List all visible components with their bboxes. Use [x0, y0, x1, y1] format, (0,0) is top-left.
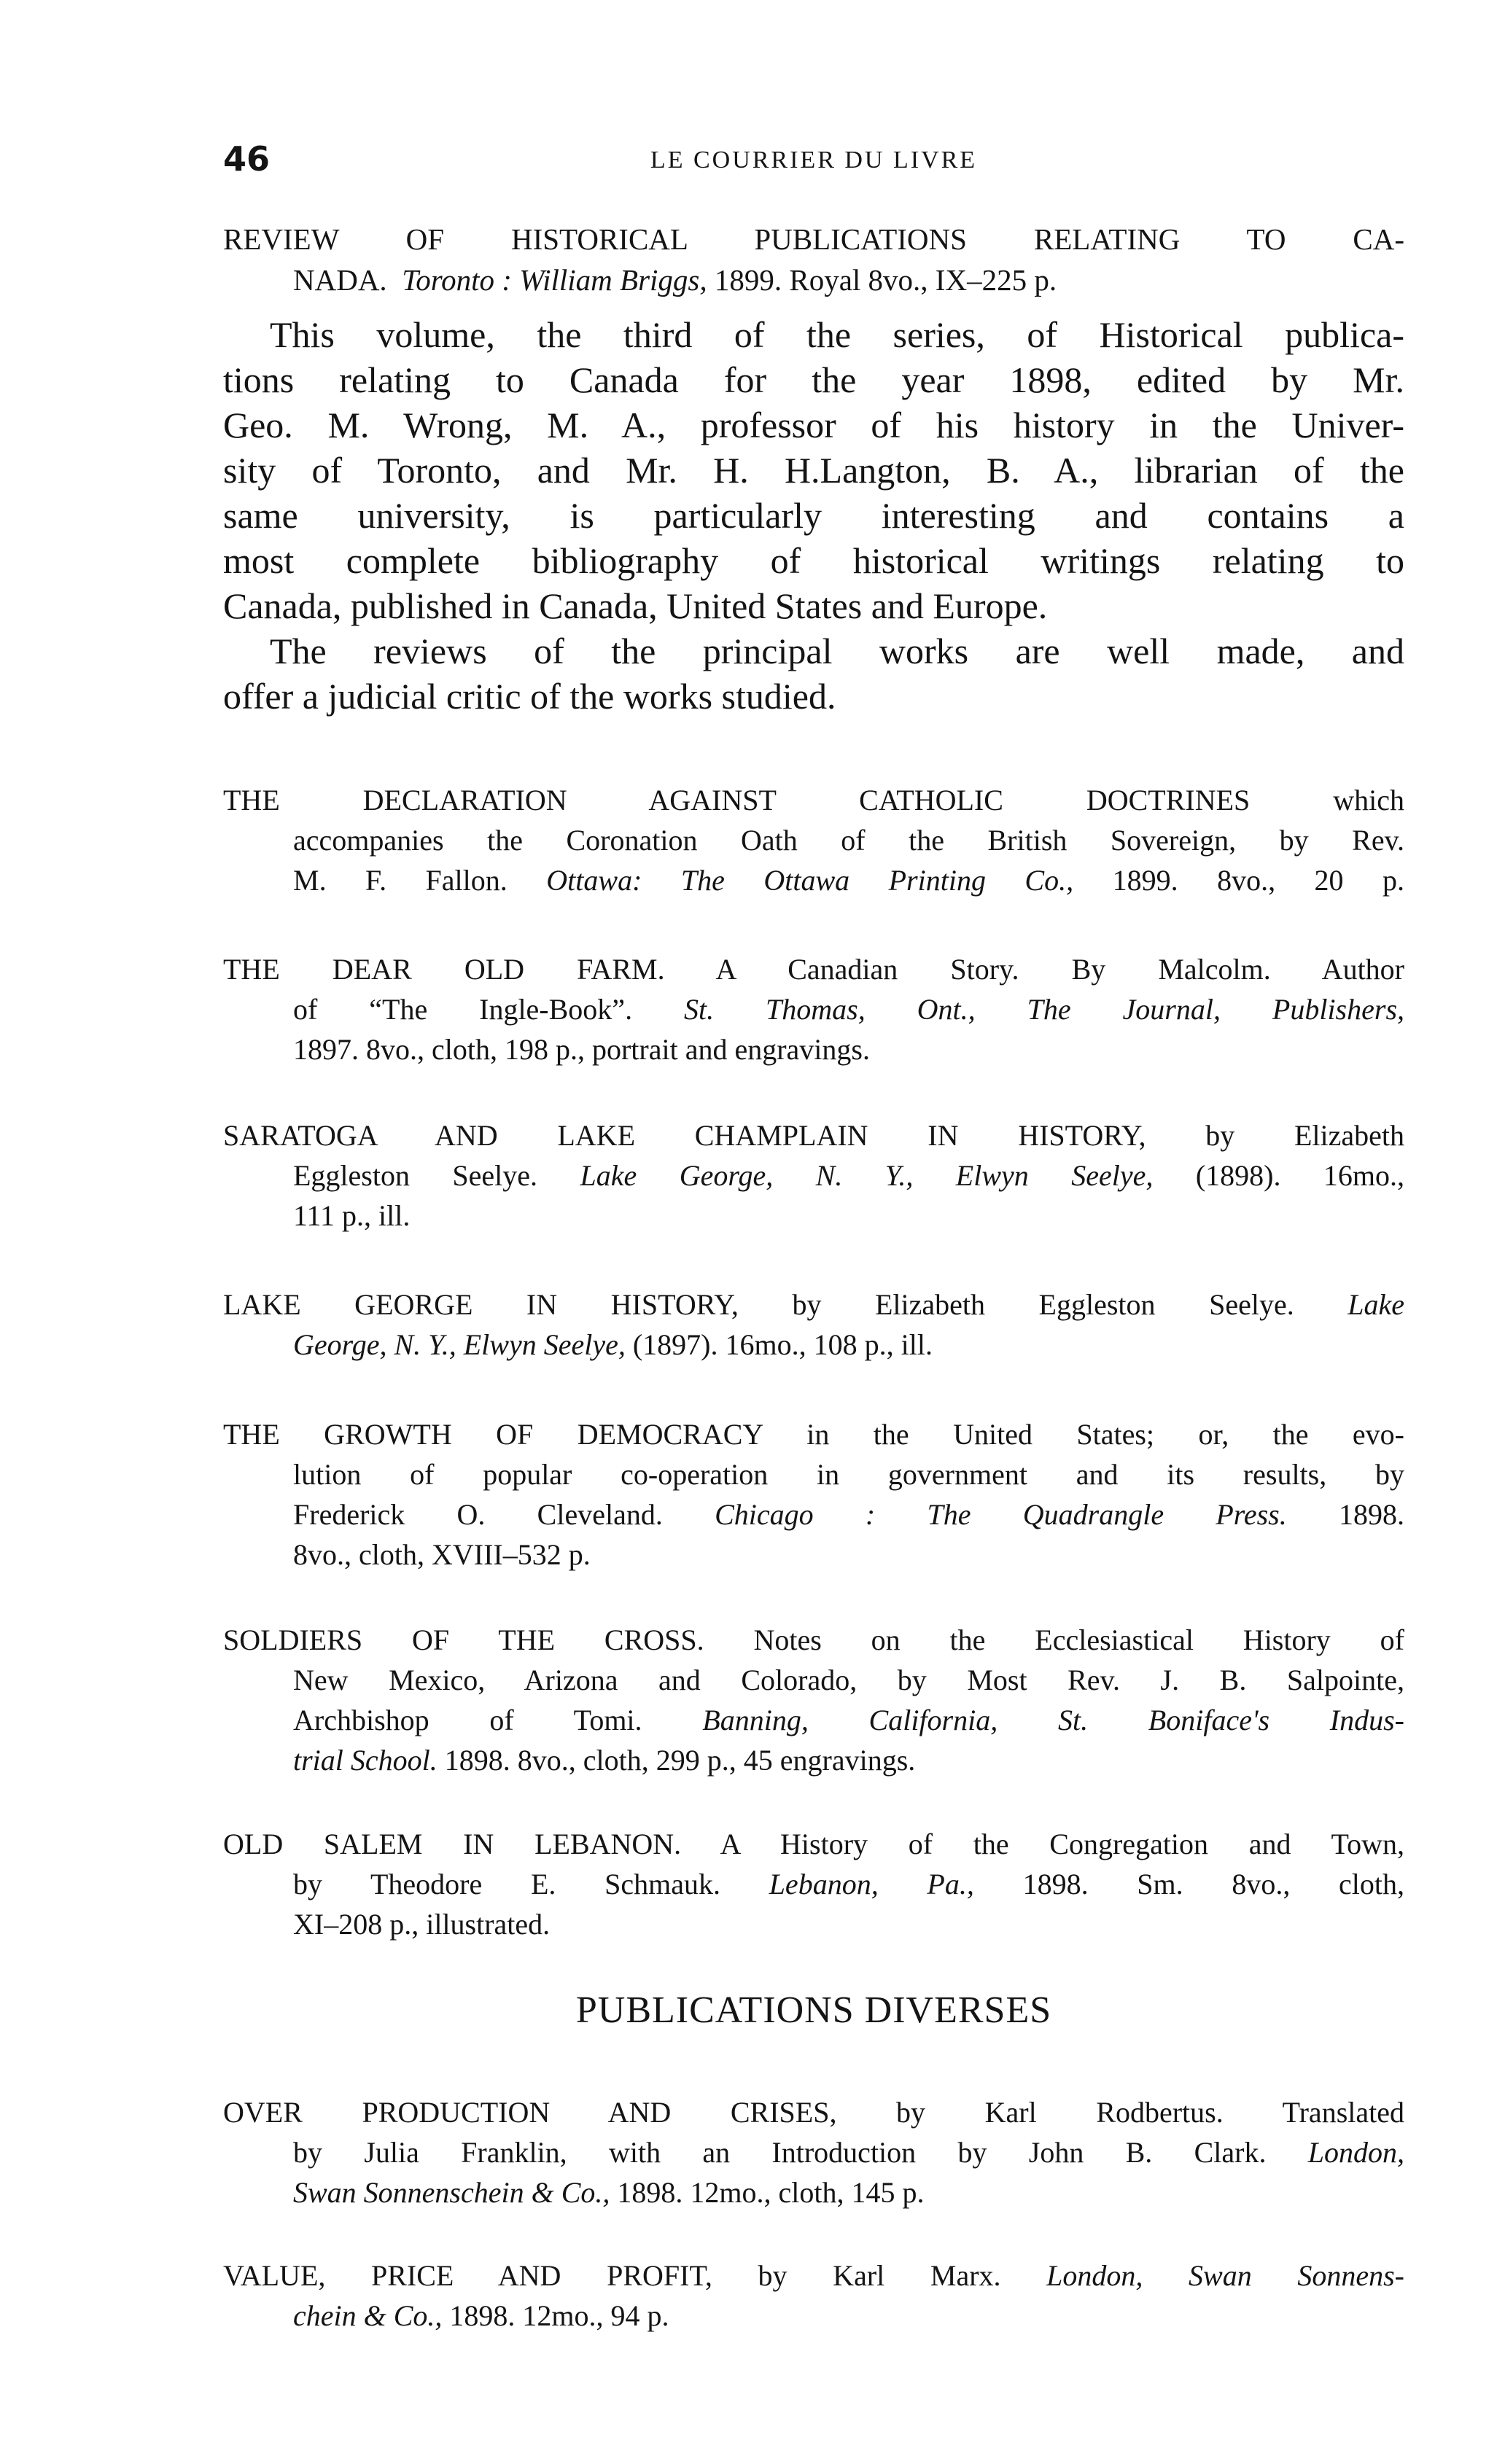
entry-line: THE GROWTH OF DEMOCRACY in the United States; or, the evo-: [223, 1418, 1404, 1451]
review-entry: [223, 219, 1404, 300]
entry-line: accompanies the Coronation Oath of the British Sovereign, by Rev.: [293, 824, 1404, 857]
review-heading-line: NADA. Toronto : William Briggs, 1899. Royal 8vo., IX–225 p.: [293, 263, 1057, 297]
entry-line: New Mexico, Arizona and Colorado, by Most Rev. J. B. Salpointe,: [293, 1664, 1404, 1696]
bibliography-entry: [223, 780, 1404, 900]
review-body-line: tions relating to Canada for the year 1898, edited by Mr.: [223, 359, 1404, 400]
entry-line: 8vo., cloth, XVIII–532 p.: [293, 1538, 591, 1571]
publisher-italic: London, Swan Sonnens-: [1046, 2259, 1404, 2292]
bibliography-entry: [223, 1284, 1404, 1365]
publisher-italic: London,: [1307, 2136, 1404, 2169]
entry-line: VALUE, PRICE AND PROFIT, by Karl Marx. London, Swan Sonnens-: [223, 2259, 1404, 2292]
publisher-italic: trial School.: [293, 1744, 438, 1777]
review-body-line: most complete bibliography of historical writings relating to: [223, 540, 1404, 581]
entry-line: 1897. 8vo., cloth, 198 p., portrait and engravings.: [293, 1033, 870, 1066]
entry-line: OVER PRODUCTION AND CRISES, by Karl Rodbertus. Translated: [223, 2096, 1404, 2129]
entry-line: SOLDIERS OF THE CROSS. Notes on the Ecclesiastical History of: [223, 1623, 1404, 1656]
entry-line: by Theodore E. Schmauk. Lebanon, Pa., 1898. Sm. 8vo., cloth,: [293, 1868, 1405, 1900]
entry-line: LAKE GEORGE IN HISTORY, by Elizabeth Eggleston Seelye. Lake: [223, 1288, 1405, 1321]
bibliography-entry: [223, 949, 1404, 1069]
running-title: LE COURRIER DU LIVRE: [650, 147, 978, 174]
entry-line: Archbishop of Tomi. Banning, California, St. Boniface's Indus-: [293, 1704, 1404, 1736]
publisher-italic: George, N. Y., Elwyn Seelye,: [293, 1328, 626, 1361]
entry-line: OLD SALEM IN LEBANON. A History of the Congregation and Town,: [223, 1828, 1404, 1860]
bibliography-entry: [223, 1414, 1404, 1575]
entry-line: by Julia Franklin, with an Introduction by John B. Clark. London,: [293, 2136, 1404, 2169]
bibliography-entry: [223, 1620, 1404, 1780]
entry-line: Eggleston Seelye. Lake George, N. Y., Elwyn Seelye, (1898). 16mo.,: [293, 1159, 1405, 1192]
review-heading-line: REVIEW OF HISTORICAL PUBLICATIONS RELATING TO CA-: [223, 222, 1404, 256]
publisher-italic: St. Thomas, Ont., The Journal, Publishers,: [684, 993, 1405, 1026]
publisher-italic: Lake: [1348, 1288, 1405, 1321]
entry-line: THE DECLARATION AGAINST CATHOLIC DOCTRINES which: [223, 784, 1404, 816]
review-body-line: Canada, published in Canada, United States and Europe.: [223, 585, 1048, 626]
entry-line: 111 p., ill.: [293, 1199, 411, 1232]
publisher-italic: Toronto : William Briggs,: [402, 263, 707, 297]
review-body-line: offer a judicial critic of the works studied.: [223, 676, 836, 717]
entry-line: George, N. Y., Elwyn Seelye, (1897). 16mo., 108 p., ill.: [293, 1328, 933, 1361]
page-number: 46: [223, 139, 271, 179]
entry-line: SARATOGA AND LAKE CHAMPLAIN IN HISTORY, by Elizabeth: [223, 1119, 1404, 1152]
entry-line: trial School. 1898. 8vo., cloth, 299 p., 45 engravings.: [293, 1744, 916, 1777]
publisher-italic: Ottawa: The Ottawa Printing Co.,: [546, 864, 1074, 897]
publisher-italic: Banning, California, St. Boniface's Indus-: [702, 1704, 1404, 1736]
bibliography-entry: [223, 1824, 1404, 1944]
publisher-italic: Chicago : The Quadrangle Press.: [715, 1498, 1287, 1531]
page-header: [223, 139, 1404, 190]
review-body-line: This volume, the third of the series, of Historical publica-: [270, 314, 1404, 355]
review-body-line: Geo. M. Wrong, M. A., professor of his history in the Univer-: [223, 405, 1404, 445]
entry-line: Swan Sonnenschein & Co., 1898. 12mo., cloth, 145 p.: [293, 2176, 925, 2209]
review-body-line: sity of Toronto, and Mr. H. H.Langton, B. A., librarian of the: [223, 450, 1404, 491]
entry-line: chein & Co., 1898. 12mo., 94 p.: [293, 2299, 669, 2332]
entry-line: Frederick O. Cleveland. Chicago : The Quadrangle Press. 1898.: [293, 1498, 1405, 1531]
publisher-italic: Swan Sonnenschein & Co.,: [293, 2176, 610, 2209]
entry-line: M. F. Fallon. Ottawa: The Ottawa Printing Co., 1899. 8vo., 20 p.: [293, 864, 1405, 897]
publisher-italic: Lebanon, Pa.,: [769, 1868, 974, 1900]
section-title: PUBLICATIONS DIVERSES: [575, 1989, 1052, 2031]
entry-line: of “The Ingle-Book”. St. Thomas, Ont., The Journal, Publishers,: [293, 993, 1405, 1026]
review-body: [223, 312, 1404, 719]
bibliography-entry: [223, 1115, 1404, 1236]
review-body-line: same university, is particularly interesting and contains a: [223, 495, 1404, 536]
bibliography-entry: [223, 2092, 1404, 2212]
entry-line: lution of popular co-operation in government and its results, by: [293, 1458, 1404, 1491]
bibliography-entry: [223, 2256, 1404, 2336]
publisher-italic: Lake George, N. Y., Elwyn Seelye,: [580, 1159, 1154, 1192]
entry-line: THE DEAR OLD FARM. A Canadian Story. By Malcolm. Author: [223, 953, 1404, 986]
review-body-line: The reviews of the principal works are well made, and: [270, 631, 1404, 671]
publisher-italic: chein & Co.,: [293, 2299, 443, 2332]
entry-line: XI–208 p., illustrated.: [293, 1908, 551, 1941]
